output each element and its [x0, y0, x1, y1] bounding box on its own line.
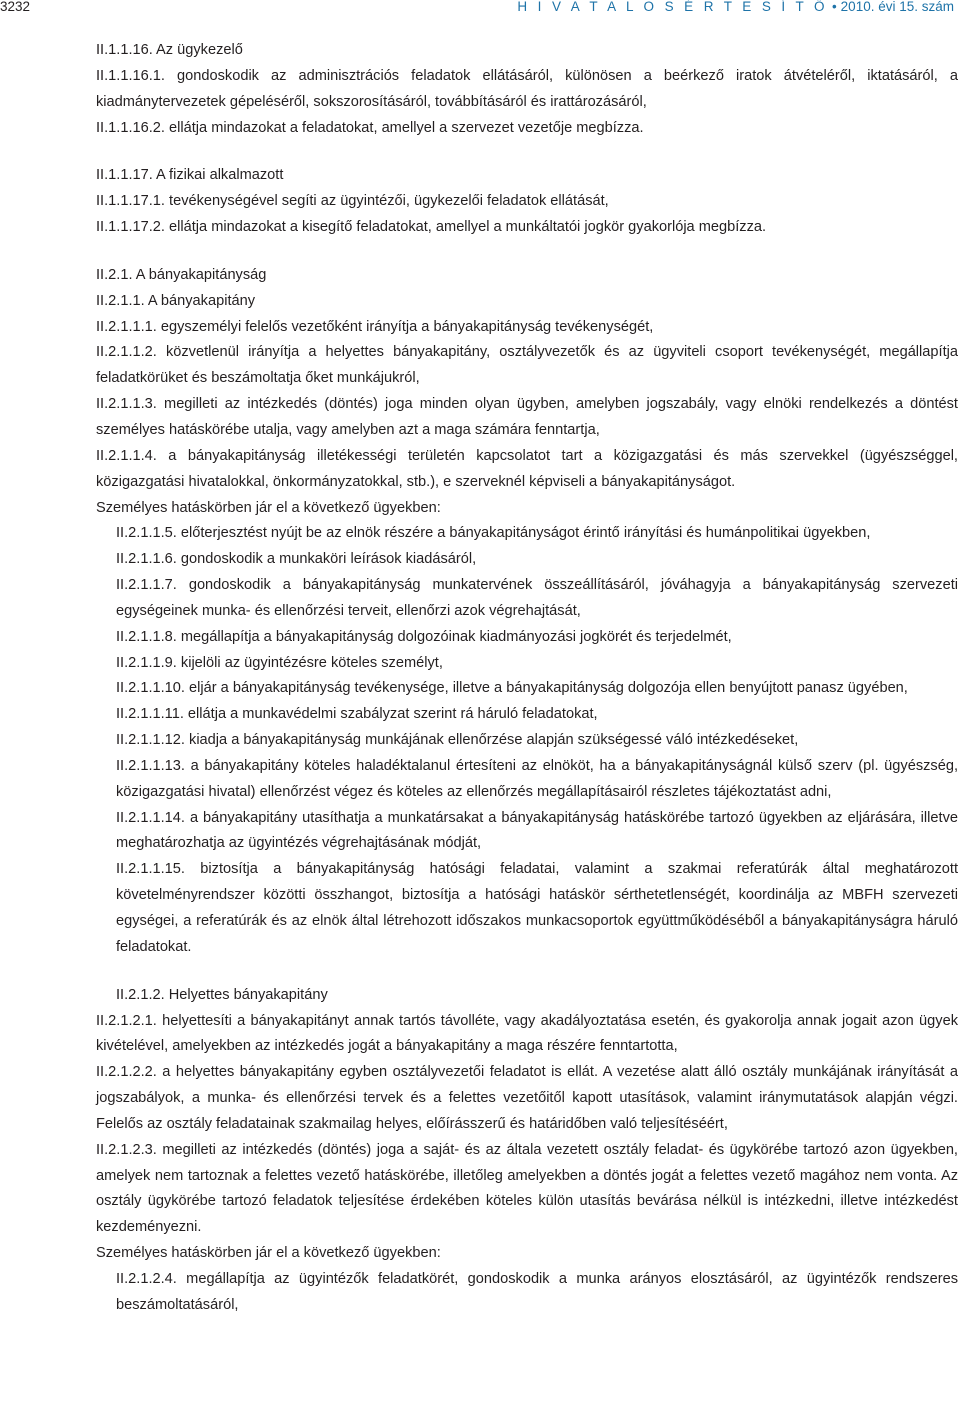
paragraph: II.2.1.2.1. helyettesíti a bányakapitányt annak tartós távolléte, vagy akadályoztatása esetén, és gyakorolja annak jogait azon ügyek kivételével, amelyekben az intézkedés jogát a bányakapitány a maga részére fenntartotta, — [96, 1012, 958, 1055]
paragraph: II.2.1.1.9. kijelöli az ügyintézésre köteles személyt, — [116, 654, 443, 671]
paragraph: II.2.1.1. A bányakapitány — [96, 292, 256, 309]
paragraph: II.2.1.2.3. megilleti az intézkedés (döntés) joga a saját- és az általa vezetett osztály feladat- és ügykörébe tartozó azon ügyekben, amelyek nem tartoznak a felettes vezető hatáskörébe, illetőleg amelyekben a döntés jogát a felettes vezető magához nem vonta. Az osztály ügykörébe tartozó feladatok teljesítése érdekében köteles külön utasítás bevárása nélkül is intézkedni, illetve intézkedést kezdeményezni. — [96, 1141, 958, 1236]
paragraph: II.2.1.1.13. a bányakapitány köteles haladéktalanul értesíteni az elnököt, ha a bányakapitányságnál külső szerv (pl. ügyészség, közigazgatási hivatal) ellenőrzést végez és köteles az ellenőrzés megállapításairól részletes tájékoztatást adni, — [116, 757, 958, 800]
paragraph: Személyes hatáskörben jár el a következő ügyekben: — [96, 499, 441, 516]
paragraph: II.2.1.1.3. megilleti az intézkedés (döntés) joga minden olyan ügyben, amelyben jogszabály, vagy elnöki rendelkezés a döntést személyes hatáskörébe utalja, vagy amelyben azt a maga számára fenntartja, — [96, 396, 958, 438]
paragraph: II.2.1.1.5. előterjesztést nyújt be az elnök részére a bányakapitányságot érintő irányítási és humánpolitikai ügyekben, — [116, 525, 871, 542]
paragraph: II.2.1.1.14. a bányakapitány utasíthatja a munkatársakat a bányakapitányság hatáskörébe tartozó ügyekben az eljárására, illetve meghatározhatja az ügyintézés végrehajtásának módját, — [116, 809, 958, 852]
paragraph: II.2.1.1.12. kiadja a bányakapitányság munkájának ellenőrzése alapján szükségessé váló intézkedéseket, — [116, 732, 799, 749]
paragraph: II.2.1.1.6. gondoskodik a munkaköri leírások kiadásáról, — [116, 551, 477, 568]
section-gap — [96, 141, 958, 163]
bullet-separator: • — [831, 0, 837, 14]
page-header — [0, 0, 960, 14]
document-body — [96, 38, 958, 1319]
paragraph: II.2.1. A bányakapitányság — [96, 266, 267, 283]
paragraph: II.2.1.1.15. biztosítja a bányakapitányság hatósági feladatai, valamint a szakmai referatúrák által meghatározott követelményrendszer közötti összhangot, biztosítja a hatósági hatáskör sérthetetlenségét, koordinálja az MBFH szervezeti egységei, a referatúrák és az elnök által létrehozott időszakos munkacsoportok együttműködéséből a bányakapitányságra háruló feladatokat. — [116, 861, 958, 955]
paragraph: Személyes hatáskörben jár el a következő ügyekben: — [96, 1245, 441, 1262]
section-gap — [96, 241, 958, 263]
paragraph: II.2.1.1.11. ellátja a munkavédelmi szabályzat szerint rá háruló feladatokat, — [116, 706, 598, 723]
paragraph: II.2.1.1.4. a bányakapitányság illetékességi területén kapcsolatot tart a közigazgatási és más szervekkel (ügyészséggel, közigazgatási hivatalokkal, önkormányzatokkal, stb.), e szerveknél képviseli a bányakapitányságot. — [96, 447, 958, 490]
paragraph: II.2.1.1.7. gondoskodik a bányakapitányság munkatervének összeállításáról, jóváhagyja a bányakapitányság szervezeti egységeinek munka- és ellenőrzési terveit, ellenőrzi azok végrehajtását, — [116, 577, 958, 619]
paragraph: II.2.1.2.4. megállapítja az ügyintézők feladatkörét, gondoskodik a munka arányos elosztásáról, az ügyintézők rendszeres beszámoltatásáról, — [116, 1270, 958, 1313]
paragraph: II.1.1.16.1. gondoskodik az adminisztrációs feladatok ellátásáról, különösen a beérkező iratok átvételéről, iktatásáról, a kiadmánytervezetek gépeléséről, sokszorosításáról, továbbításáról és irattározásáról, — [96, 67, 958, 110]
journal-title: H I V A T A L O S É R T E S Í T Ő — [517, 0, 828, 14]
paragraph: II.1.1.16. Az ügykezelő — [96, 42, 243, 58]
paragraph: II.2.1.2.2. a helyettes bányakapitány egyben osztályvezetői feladatot is ellát. A vezetése alatt álló osztály munkájának irányítását a jogszabályok, a munka- és ellenőrzési tervek és a felettes vezetőitől kapott utasítások, valamint iránymutatások alapján végzi. Felelős az osztály feladatainak szakmailag helyes, előírásszerű és határidőben való teljesítéséért, — [96, 1064, 958, 1132]
paragraph: II.1.1.16.2. ellátja mindazokat a feladatokat, amellyel a szervezet vezetője megbízza. — [96, 119, 644, 136]
section-gap — [96, 961, 958, 983]
running-title — [517, 0, 954, 14]
paragraph: II.2.1.1.2. közvetlenül irányítja a helyettes bányakapitány, osztályvezetők és az ügyviteli csoport tevékenységét, megállapítja feladatkörüket és beszámoltatja őket munkájukról, — [96, 344, 958, 387]
paragraph: II.1.1.17. A fizikai alkalmazott — [96, 167, 284, 184]
paragraph: II.2.1.2. Helyettes bányakapitány — [116, 986, 328, 1003]
issue-label: 2010. évi 15. szám — [840, 0, 954, 14]
paragraph: II.2.1.1.1. egyszemélyi felelős vezetőként irányítja a bányakapitányság tevékenységét, — [96, 318, 654, 335]
paragraph: II.2.1.1.10. eljár a bányakapitányság tevékenysége, illetve a bányakapitányság dolgozója ellen benyújtott panasz ügyében, — [116, 680, 908, 697]
paragraph: II.1.1.17.2. ellátja mindazokat a kisegítő feladatokat, amellyel a munkáltatói jogkör gyakorlója megbízza. — [96, 219, 767, 236]
paragraph: II.1.1.17.1. tevékenységével segíti az ügyintézői, ügykezelői feladatok ellátását, — [96, 193, 609, 210]
paragraph: II.2.1.1.8. megállapítja a bányakapitányság dolgozóinak kiadmányozási jogkörét és terjedelmét, — [116, 628, 732, 645]
page-number: 3232 — [0, 0, 31, 14]
